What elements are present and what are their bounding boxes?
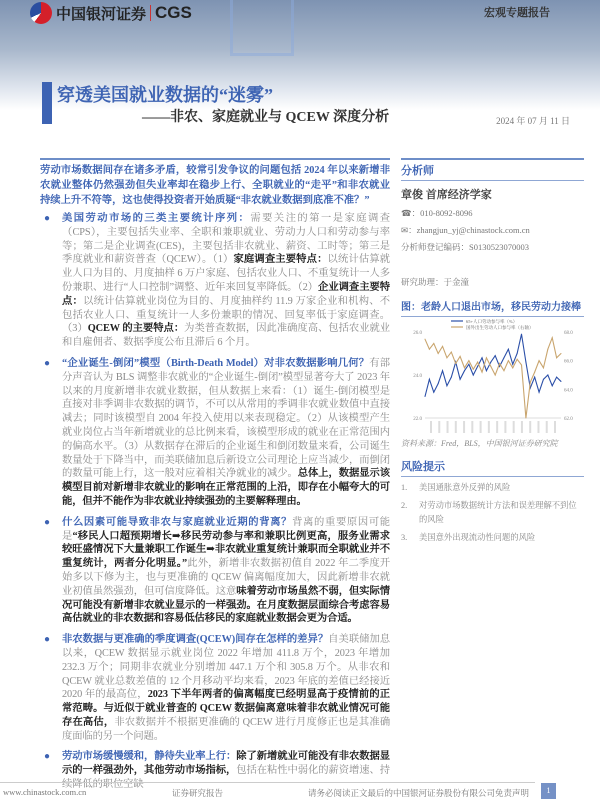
analyst-phone: 010-8092-8096 — [420, 208, 473, 218]
risk-number: 2. — [401, 501, 408, 510]
right-tick-label: 66.0 — [564, 359, 573, 365]
x-tick-label — [488, 421, 490, 433]
bullet-paragraph — [40, 633, 390, 743]
data-point — [512, 367, 513, 368]
data-point — [556, 357, 557, 358]
data-point — [477, 362, 478, 363]
bullet-text: 除了新增就业可能没有非农数据显示的一样强劲外，其他劳动市场指标， — [62, 751, 390, 777]
series-line — [425, 334, 561, 396]
data-point — [552, 385, 553, 386]
analyst-registration: 分析师登记编码：S0130523070003 — [401, 242, 529, 252]
x-tick-label — [463, 421, 465, 433]
data-point — [521, 364, 522, 365]
main-body — [40, 212, 390, 792]
data-point — [429, 349, 430, 350]
data-point — [473, 375, 474, 376]
data-point — [460, 356, 461, 357]
data-point — [552, 337, 553, 338]
risk-number: 3. — [401, 533, 408, 542]
data-point — [460, 379, 461, 380]
risk-item — [401, 531, 584, 545]
x-tick-label — [546, 421, 548, 433]
data-point — [547, 375, 548, 376]
data-point — [556, 377, 557, 378]
research-assistant: 研究助理：于金潼 — [401, 277, 470, 287]
main-column — [40, 158, 390, 799]
data-point — [464, 367, 465, 368]
x-tick-label — [447, 421, 449, 433]
bullet-text: 自美联储加息以来，QCEW 数据显示就业岗位 2022 年增加 411.8 万个，2023 年增加 232.3 万个；同期非农就业分别增加 447.1 万个和 305.8 万个。从非农和 QCEW 就业总数差值的 12 个月移动平均来看，2023 年底的差值已经接近 2020 年的最高位， — [62, 634, 390, 701]
data-point — [482, 372, 483, 373]
page-number: 1 — [541, 783, 556, 799]
title-accent-bar — [42, 82, 52, 124]
analyst-name: 章俊 首席经济学家 — [401, 189, 492, 201]
data-point — [425, 396, 426, 397]
abstract: 劳动市场数据间存在诸多矛盾，较常引发争议的问题包括 2024 年以来新增非农就业整体仍然强劲但失业率却在稳步上行、全职就业的“走平”和非农就业持续上升不符等，这也使得投资者开始质疑“非农就业数据到底准不准？” — [40, 158, 390, 208]
data-point — [508, 360, 509, 361]
risk-item — [401, 499, 584, 527]
x-tick-label — [504, 421, 506, 433]
risk-text: 美国通胀意外反弹的风险 — [419, 483, 511, 492]
x-tick-label — [471, 421, 473, 433]
chart-title: 图：老龄人口退出市场，移民劳动力接棒 — [401, 298, 584, 317]
data-point — [464, 370, 465, 371]
data-point — [561, 353, 562, 354]
bullet-heading: “企业诞生-倒闭”模型（Birth-Death Model）对非农数据影响几何？ — [62, 357, 370, 369]
data-point — [547, 349, 548, 350]
data-point — [468, 364, 469, 365]
left-tick-label: 26.0 — [413, 331, 422, 336]
data-point — [530, 382, 531, 383]
data-point — [561, 381, 562, 382]
data-point — [539, 392, 540, 393]
brand-en: CGS — [155, 3, 192, 22]
data-point — [442, 370, 443, 371]
analyst-heading: 分析师 — [401, 158, 584, 181]
analyst-email[interactable]: zhangjun_yj@chinastock.com.cn — [416, 225, 530, 235]
data-point — [482, 357, 483, 358]
data-point — [539, 360, 540, 361]
email-icon: ✉： — [401, 225, 417, 235]
report-date: 2024 年 07 月 11 日 — [496, 116, 570, 126]
risk-number: 1. — [401, 483, 408, 492]
x-tick-label — [529, 421, 531, 433]
left-tick-label: 22.0 — [413, 417, 422, 422]
data-point — [451, 377, 452, 378]
x-tick-label — [496, 421, 498, 433]
risk-panel — [401, 456, 584, 545]
logo-icon — [30, 2, 52, 24]
analyst-panel — [401, 158, 584, 288]
data-point — [525, 418, 526, 419]
bullet-heading: 美国劳动市场的三类主要统计序列： — [62, 213, 251, 224]
data-point — [525, 362, 526, 363]
bullet-text: 为类普查数据，因此准确度高、包括农业就业和自雇佣者、数据季度公布且滞后 6 个月。 — [62, 323, 390, 349]
data-point — [503, 370, 504, 371]
data-point — [503, 357, 504, 358]
page-title: 穿透美国就业数据的“迷雾” — [57, 85, 273, 105]
bullet-text: 有部分声音认为 BLS 调整非农就业的“企业诞生-倒闭”模型显著夸大了 2023 年以来的月度新增非农就业数据，但从数据上来看：（1）诞生-倒闭模型是直接对非季调非农数据的调节，不可以从常用的季调非农就业数值中直接减去；同时该模型自 2004 年投入使用以来表现稳定。（2）从该模型产生就业岗位占当年新增就业的总比例来看，该模型形成的就业在正常范围内的偏高水平。（3）从数据存在滞后的企业诞生和倒闭数量来看，公司诞生数量处于下降当中，而美联储加息后新设立公司理论上应当减少，而倒闭的数量可能上行，这一般对应着相关净就业的减少。 — [62, 357, 390, 480]
x-tick-label — [430, 421, 432, 433]
right-tick-label: 68.0 — [564, 331, 573, 336]
data-point — [438, 383, 439, 384]
phone-icon: ☎： — [401, 208, 421, 218]
bullet-text: 家庭调查主要特点： — [233, 254, 328, 266]
chart-source: 资料来源：Fred，BLS，中国银河证券研究院 — [401, 439, 558, 448]
data-point — [433, 343, 434, 344]
legend-label: 国外出生劳动人口参与率（右轴） — [466, 324, 534, 330]
line-chart — [401, 318, 584, 436]
bullet-heading: 什么因素可能导致非农与家庭就业近期的背离？ — [62, 516, 293, 528]
data-point — [451, 352, 452, 353]
data-point — [490, 366, 491, 367]
bullet-paragraph — [40, 357, 390, 509]
risk-item — [401, 481, 584, 495]
divider — [150, 5, 151, 21]
series-line — [425, 338, 561, 418]
bullet-text: 背离的重要原因可能是 — [62, 516, 390, 542]
data-point — [499, 366, 500, 367]
bullet-heading: 劳动市场缓慢缓和，静待失业率上行： — [62, 751, 237, 763]
bullet-text: 非农数据并不根据更准确的 QCEW 进行月度修正也是其准确度面临的另一个问题。 — [62, 716, 391, 742]
footer-disclaimer: 请务必阅读正文最后的中国银河证券股份有限公司免责声明 — [308, 788, 530, 798]
data-point — [486, 357, 487, 358]
bullet-text: QCEW 的主要特点： — [87, 323, 185, 335]
data-point — [446, 385, 447, 386]
data-point — [521, 334, 522, 335]
x-tick-label — [513, 421, 515, 433]
data-point — [534, 372, 535, 373]
data-point — [486, 370, 487, 371]
bullet-text: 2023 下半年两者的偏离幅度已经明显高于疫情前的正常范畴。与近似于就业普查的 QCEW 数据偏离意味着非农就业情况可能存在高估， — [62, 689, 390, 728]
risk-text: 对劳动市场数据统计方法和误差理解不到位的风险 — [419, 501, 577, 524]
data-point — [433, 392, 434, 393]
right-tick-label: 62.0 — [564, 417, 573, 422]
x-tick-label — [521, 421, 523, 433]
risk-heading: 风险提示 — [401, 456, 584, 477]
data-point — [429, 379, 430, 380]
bullet-text: 需要关注的第一是家庭调查（CPS），主要包括失业率、全职和兼职就业、劳动力人口和劳动参与率等；第二是企业调查(CES)，主要包括非农就业、薪资、工时等；第三是季度就业和薪资普查（QCEW）。（1） — [62, 213, 390, 266]
data-point — [490, 362, 491, 363]
bullet-heading: 非农数据与更准确的季度调查(QCEW)间存在怎样的差异？ — [62, 634, 329, 646]
data-point — [495, 375, 496, 376]
bullet-icon: ● — [44, 213, 50, 224]
data-point — [446, 357, 447, 358]
bullet-icon: ● — [44, 751, 50, 763]
data-point — [442, 346, 443, 347]
data-point — [512, 364, 513, 365]
data-point — [534, 377, 535, 378]
footer-label: 证券研究报告 — [172, 788, 224, 798]
bullet-text: 企业调查主要特点： — [62, 281, 390, 307]
left-tick-label: 24.0 — [413, 374, 422, 379]
data-point — [517, 353, 518, 354]
bullet-icon: ● — [44, 516, 50, 528]
x-tick-label — [455, 421, 457, 433]
bullet-text: “移民人口超预期增长➡移民劳动参与率和兼职比例更高，服务业需求较旺盛情况下大量兼职工作诞生➡非农就业重复统计兼职而全职就业并不重复统计，两者分化明显。” — [62, 530, 390, 570]
bullet-text: 以统计估算就业人口为目的、月度抽样 6 万户家庭、包括农业人口、不重复统计一人多份兼职、进行“人口控制”调整、近年来回复率降低。（2） — [62, 254, 390, 293]
data-point — [455, 363, 456, 364]
x-tick-label — [537, 421, 539, 433]
bullet-text: 以统计估算就业岗位为目的、月度抽样约 11.9 万家企业和机构、不包括农业人口、重复统计一人多份兼职的情况、回复率低于家庭调查。（3） — [62, 295, 390, 335]
data-point — [438, 353, 439, 354]
data-point — [517, 359, 518, 360]
data-point — [543, 379, 544, 380]
right-tick-label: 64.0 — [564, 388, 573, 394]
bullet-paragraph — [40, 516, 390, 626]
footer — [0, 782, 535, 798]
data-point — [508, 349, 509, 350]
data-point — [473, 369, 474, 370]
data-point — [543, 367, 544, 368]
risk-text: 美国意外出现流动性问题的风险 — [419, 533, 536, 542]
bullet-text: 包括在粘性中弱化的薪资增速、持续降低的职位空缺 — [62, 765, 390, 791]
data-point — [499, 363, 500, 364]
legend-label: 65+人口劳动参与率（%） — [466, 318, 518, 324]
cgs-watermark — [230, 0, 294, 56]
report-type: 宏观专题报告 — [484, 7, 550, 19]
x-tick-label — [554, 421, 556, 433]
bullet-paragraph — [40, 212, 390, 350]
x-tick-label — [480, 421, 482, 433]
bullet-text: 总体上，数据显示该模型目前对新增非农就业的影响在正常范围的上沿，即存在小幅夸大的可能，但并不能作为非农就业持续强劲的主要解释理由。 — [62, 468, 390, 507]
data-point — [468, 360, 469, 361]
footer-url[interactable]: www.chinastock.com.cn — [3, 787, 87, 797]
brand-name: 中国银河证券 — [56, 4, 147, 23]
bullet-text: 味着劳动市场虽然不弱，但实际情况可能没有新增非农就业显示的一样强劲。在月度数据层面综合考虑容易高估就业的非农数据和容易低估移民的家庭就业数据会更为合适。 — [62, 585, 390, 625]
data-point — [495, 355, 496, 356]
data-point — [477, 366, 478, 367]
brand-logo — [30, 2, 192, 24]
page-subtitle: ——非农、家庭就业与 QCEW 深度分析 — [142, 110, 390, 125]
data-point — [425, 339, 426, 340]
bullet-icon: ● — [44, 357, 50, 369]
bullet-text: 此外，新增非农数据初值自 2022 年二季度开始多以下修为主，也与更准确的 QCEW 偏离幅度加大，因此新增非农就业初值虽然强劲，但可信度降低。这意 — [62, 558, 390, 597]
bullet-icon: ● — [44, 634, 50, 646]
x-tick-label — [438, 421, 440, 433]
